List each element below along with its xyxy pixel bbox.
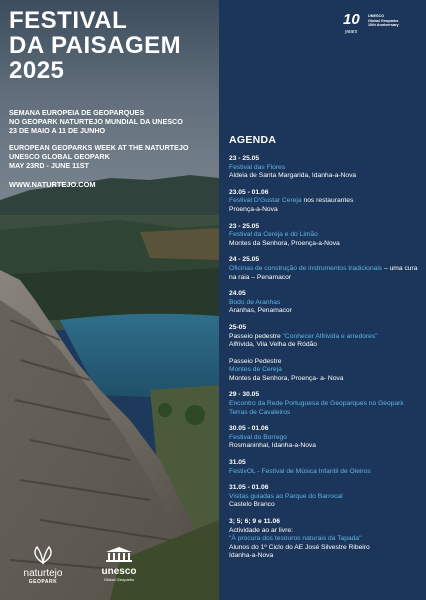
event-place: Castelo Branco xyxy=(229,501,275,509)
event-title: Festival do Borrego xyxy=(229,433,287,441)
event-date: 25-05 xyxy=(229,323,247,331)
event-item xyxy=(229,425,424,451)
subtitle-line: 23 DE MAIO A 11 DE JUNHO xyxy=(9,126,106,135)
event-item xyxy=(229,256,424,282)
event-item xyxy=(229,484,424,510)
event-title: Festival das Flores xyxy=(229,163,286,171)
event-title: Encontro da Rede Portuguesa de Geoparques no Geopark Terras de Cavaleiros xyxy=(229,400,404,416)
subtitle-line: MAY 23RD - JUNE 11ST xyxy=(9,161,89,170)
subtitle-pt xyxy=(9,108,214,135)
event-title: Oficinas de construção de instrumentos tradicionais xyxy=(229,264,383,272)
event-prefix: Actividade ao ar livre: xyxy=(229,526,293,534)
event-date: 3; 5; 6; 9 e 11.06 xyxy=(229,518,280,525)
badge-line: 10th Anniversary xyxy=(368,23,399,28)
title-line: DA PAISAGEM xyxy=(9,32,182,59)
event-title: FestivOL - Festival de Música Infantil de Oleiros xyxy=(229,467,371,475)
title-line: 2025 xyxy=(9,57,65,84)
naturtejo-logo xyxy=(12,546,74,585)
event-date: 23.05 - 01.06 xyxy=(229,188,269,196)
event-place: Aranhas, Penamacor xyxy=(229,307,292,315)
leaf-icon xyxy=(31,546,55,564)
event-title: Bodo de Aranhas xyxy=(229,298,281,306)
subtitle-line: UNESCO GLOBAL GEOPARK xyxy=(9,152,110,161)
event-date: 23 - 25.05 xyxy=(229,155,260,162)
badge-line: UNESCO xyxy=(368,14,385,18)
event-title: Visitas guiadas ao Parque do Barrocal xyxy=(229,492,343,500)
event-item xyxy=(229,223,424,249)
unesco-logo xyxy=(92,546,146,582)
title-line: FESTIVAL xyxy=(9,7,128,34)
badge-label xyxy=(368,14,399,28)
event-place: Proença-a-Nova xyxy=(229,205,278,213)
event-place: Montes da Senhora, Proença-a-Nova xyxy=(229,239,340,247)
badge-line: Global Geoparks xyxy=(368,18,399,23)
event-place: Alunos do 1º Ciclo do AE José Silvestre Ribeiro xyxy=(229,543,370,551)
event-place: Rosmaninhal, Idanha-a-Nova xyxy=(229,442,316,450)
event-place: Alfrivida, Vila Velha de Ródão xyxy=(229,341,317,349)
event-title: Festival da Cereja e do Limão xyxy=(229,231,318,239)
event-item xyxy=(229,518,424,561)
event-item xyxy=(229,324,424,350)
event-item xyxy=(229,189,424,215)
event-title: "À procura dos tesouros naturais da Tapada" xyxy=(229,535,362,543)
event-place: Montes da Senhora, Proença- a- Nova xyxy=(229,374,344,382)
event-title: Festival D'Gustar Cereja xyxy=(229,197,302,205)
event-item xyxy=(229,358,424,384)
event-title: "Conhecer Alfrivida e arredores" xyxy=(282,332,378,340)
event-date: 30.05 - 01.06 xyxy=(229,425,269,433)
logo-name: unesco xyxy=(101,566,137,577)
event-place: Idanha-a-Nova xyxy=(229,552,274,560)
event-date: 29 - 30.05 xyxy=(229,391,260,399)
event-date: 31.05 - 01.06 xyxy=(229,484,269,492)
event-date: 24.05 xyxy=(229,290,246,298)
logo-sub: GEOPARK xyxy=(28,579,58,585)
subtitle-line: EUROPEAN GEOPARKS WEEK AT THE NATURTEJO xyxy=(9,143,189,152)
event-date: 24 - 25.05 xyxy=(229,256,260,264)
agenda-panel xyxy=(219,0,426,600)
badge-number: 10 xyxy=(343,11,360,28)
event-list xyxy=(229,155,424,569)
event-date: 31.05 xyxy=(229,459,246,467)
event-item xyxy=(229,155,424,181)
event-title-suffix: – uma cura na raia – Penamacor xyxy=(229,264,418,281)
event-title-suffix: nos restaurantes xyxy=(301,197,354,205)
subtitle-line: SEMANA EUROPEIA DE GEOPARQUES xyxy=(9,108,145,117)
event-prefix: Passeio Pedestre xyxy=(229,357,282,365)
temple-icon xyxy=(104,546,134,562)
event-place: Aldeia de Santa Margarida, Idanha-a-Nova xyxy=(229,172,357,180)
event-title: Montes de Cereja xyxy=(229,366,282,374)
anniversary-badge xyxy=(343,11,423,39)
event-item xyxy=(229,290,424,316)
badge-years: years xyxy=(345,29,358,35)
event-item xyxy=(229,391,424,417)
event-date: 23 - 25.05 xyxy=(229,222,260,230)
subtitle-line: NO GEOPARK NATURTEJO MUNDIAL DA UNESCO xyxy=(9,117,183,126)
event-prefix: Passeio pedestre xyxy=(229,332,283,340)
website-link[interactable]: WWW.NATURTEJO.COM xyxy=(9,180,96,189)
agenda-title: AGENDA xyxy=(229,134,277,146)
logo-name: naturtejo xyxy=(23,568,63,579)
logo-sub: Global Geoparks xyxy=(103,577,134,582)
header-block xyxy=(9,8,214,189)
event-item xyxy=(229,459,424,476)
festival-title xyxy=(9,8,214,83)
subtitle-en xyxy=(9,143,214,170)
